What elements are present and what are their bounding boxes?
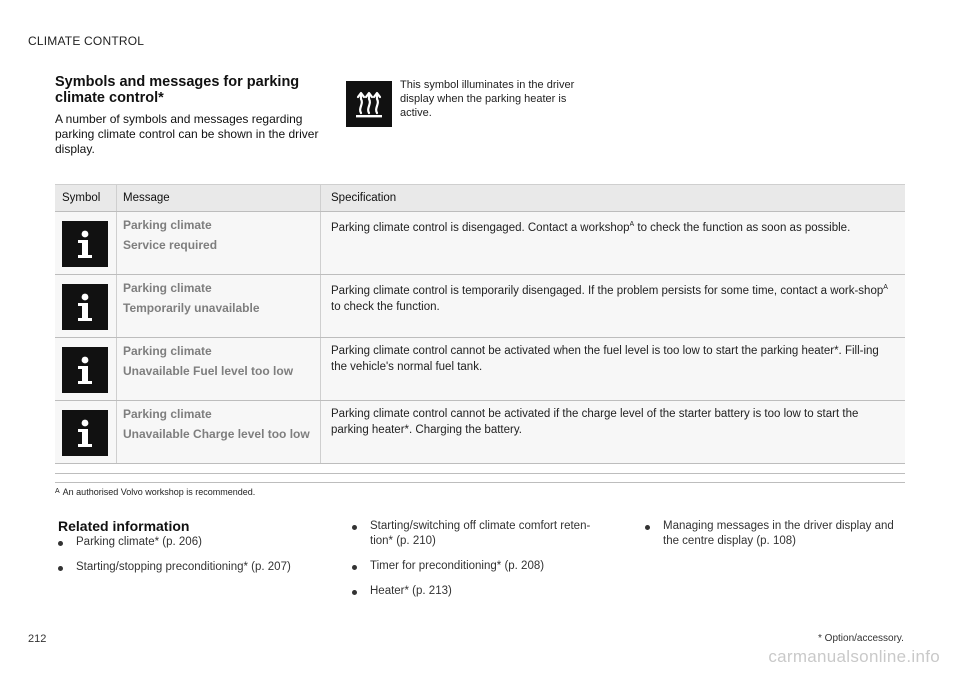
bullet-icon: [352, 565, 357, 570]
spec-text-cont: to check the function as soon as possible.: [634, 222, 851, 234]
footnote-ref: A: [629, 221, 635, 228]
message-line-2: Service required: [123, 238, 218, 252]
column-header-message: Message: [123, 192, 170, 204]
message-cell: [123, 217, 323, 253]
column-header-specification: Specification: [331, 192, 397, 204]
info-icon: [62, 284, 108, 330]
table-row-empty: [55, 464, 905, 474]
message-line-1: Parking climate: [123, 218, 212, 232]
info-icon: [62, 347, 108, 393]
section-intro: A number of symbols and messages regarding parking climate control can be shown in the driver display.: [55, 112, 319, 156]
related-link[interactable]: Starting/stopping preconditioning* (p. 207): [58, 560, 308, 575]
related-information-title: Related information: [58, 518, 190, 534]
parking-heater-icon: [346, 81, 392, 127]
specification-cell: [331, 406, 896, 438]
spec-text-cont: to check the function.: [331, 301, 440, 313]
related-link[interactable]: Managing messages in the driver display and the centre display (p. 108): [645, 519, 910, 549]
related-column-1: [58, 535, 308, 585]
info-icon: [62, 410, 108, 456]
watermark: carmanualsonline.info: [768, 647, 940, 666]
message-line-1: Parking climate: [123, 281, 212, 295]
message-cell: [123, 280, 323, 316]
footnote-marker: A: [55, 488, 60, 495]
bullet-icon: [645, 525, 650, 530]
bullet-icon: [58, 566, 63, 571]
section-title: Symbols and messages for parking climate control*: [55, 74, 300, 106]
related-column-3: [645, 519, 910, 559]
bullet-icon: [58, 541, 63, 546]
related-link[interactable]: Timer for preconditioning* (p. 208): [352, 559, 612, 574]
table-row: [55, 212, 905, 275]
spec-text: Parking climate control cannot be activated when the fuel level is too low to start the parking heater*. Fill-ing the vehicle's normal fuel tank.: [331, 345, 879, 373]
table-row: [55, 275, 905, 338]
specification-cell: [331, 280, 896, 315]
message-cell: [123, 406, 323, 442]
column-header-symbol: Symbol: [62, 192, 101, 204]
bullet-icon: [352, 590, 357, 595]
message-line-2: Unavailable Fuel level too low: [123, 364, 294, 378]
spec-text: Parking climate control cannot be activated if the charge level of the starter battery is too low to start the parking heater*. Charging the battery.: [331, 408, 859, 436]
page-number: 212: [28, 633, 47, 645]
table-row: [55, 338, 905, 401]
spec-text: Parking climate control is disengaged. Contact a workshop: [331, 222, 630, 234]
related-link[interactable]: Parking climate* (p. 206): [58, 535, 308, 550]
related-column-2: [352, 519, 612, 609]
messages-table: [55, 184, 905, 483]
heater-symbol-description: This symbol illuminates in the driver display when the parking heater is active.: [400, 79, 575, 119]
chapter-header: CLIMATE CONTROL: [28, 34, 145, 48]
option-accessory-note: * Option/accessory.: [818, 633, 904, 644]
table-footnote: [55, 487, 255, 497]
related-link[interactable]: Starting/switching off climate comfort reten-tion* (p. 210): [352, 519, 612, 549]
message-line-2: Unavailable Charge level too low: [123, 427, 310, 441]
message-cell: [123, 343, 323, 379]
table-row-empty: [55, 474, 905, 483]
message-line-1: Parking climate: [123, 407, 212, 421]
specification-cell: [331, 343, 896, 375]
bullet-icon: [352, 525, 357, 530]
message-line-1: Parking climate: [123, 344, 212, 358]
table-row: [55, 401, 905, 464]
specification-cell: [331, 217, 896, 236]
footnote-ref: A: [883, 284, 888, 291]
message-line-2: Temporarily unavailable: [123, 301, 260, 315]
spec-text: Parking climate control is temporarily disengaged. If the problem persists for some time, contact a work-shop: [331, 285, 884, 297]
info-icon: [62, 221, 108, 267]
table-header: [55, 184, 905, 212]
related-link[interactable]: Heater* (p. 213): [352, 584, 612, 599]
footnote-text: An authorised Volvo workshop is recommended.: [62, 487, 256, 497]
